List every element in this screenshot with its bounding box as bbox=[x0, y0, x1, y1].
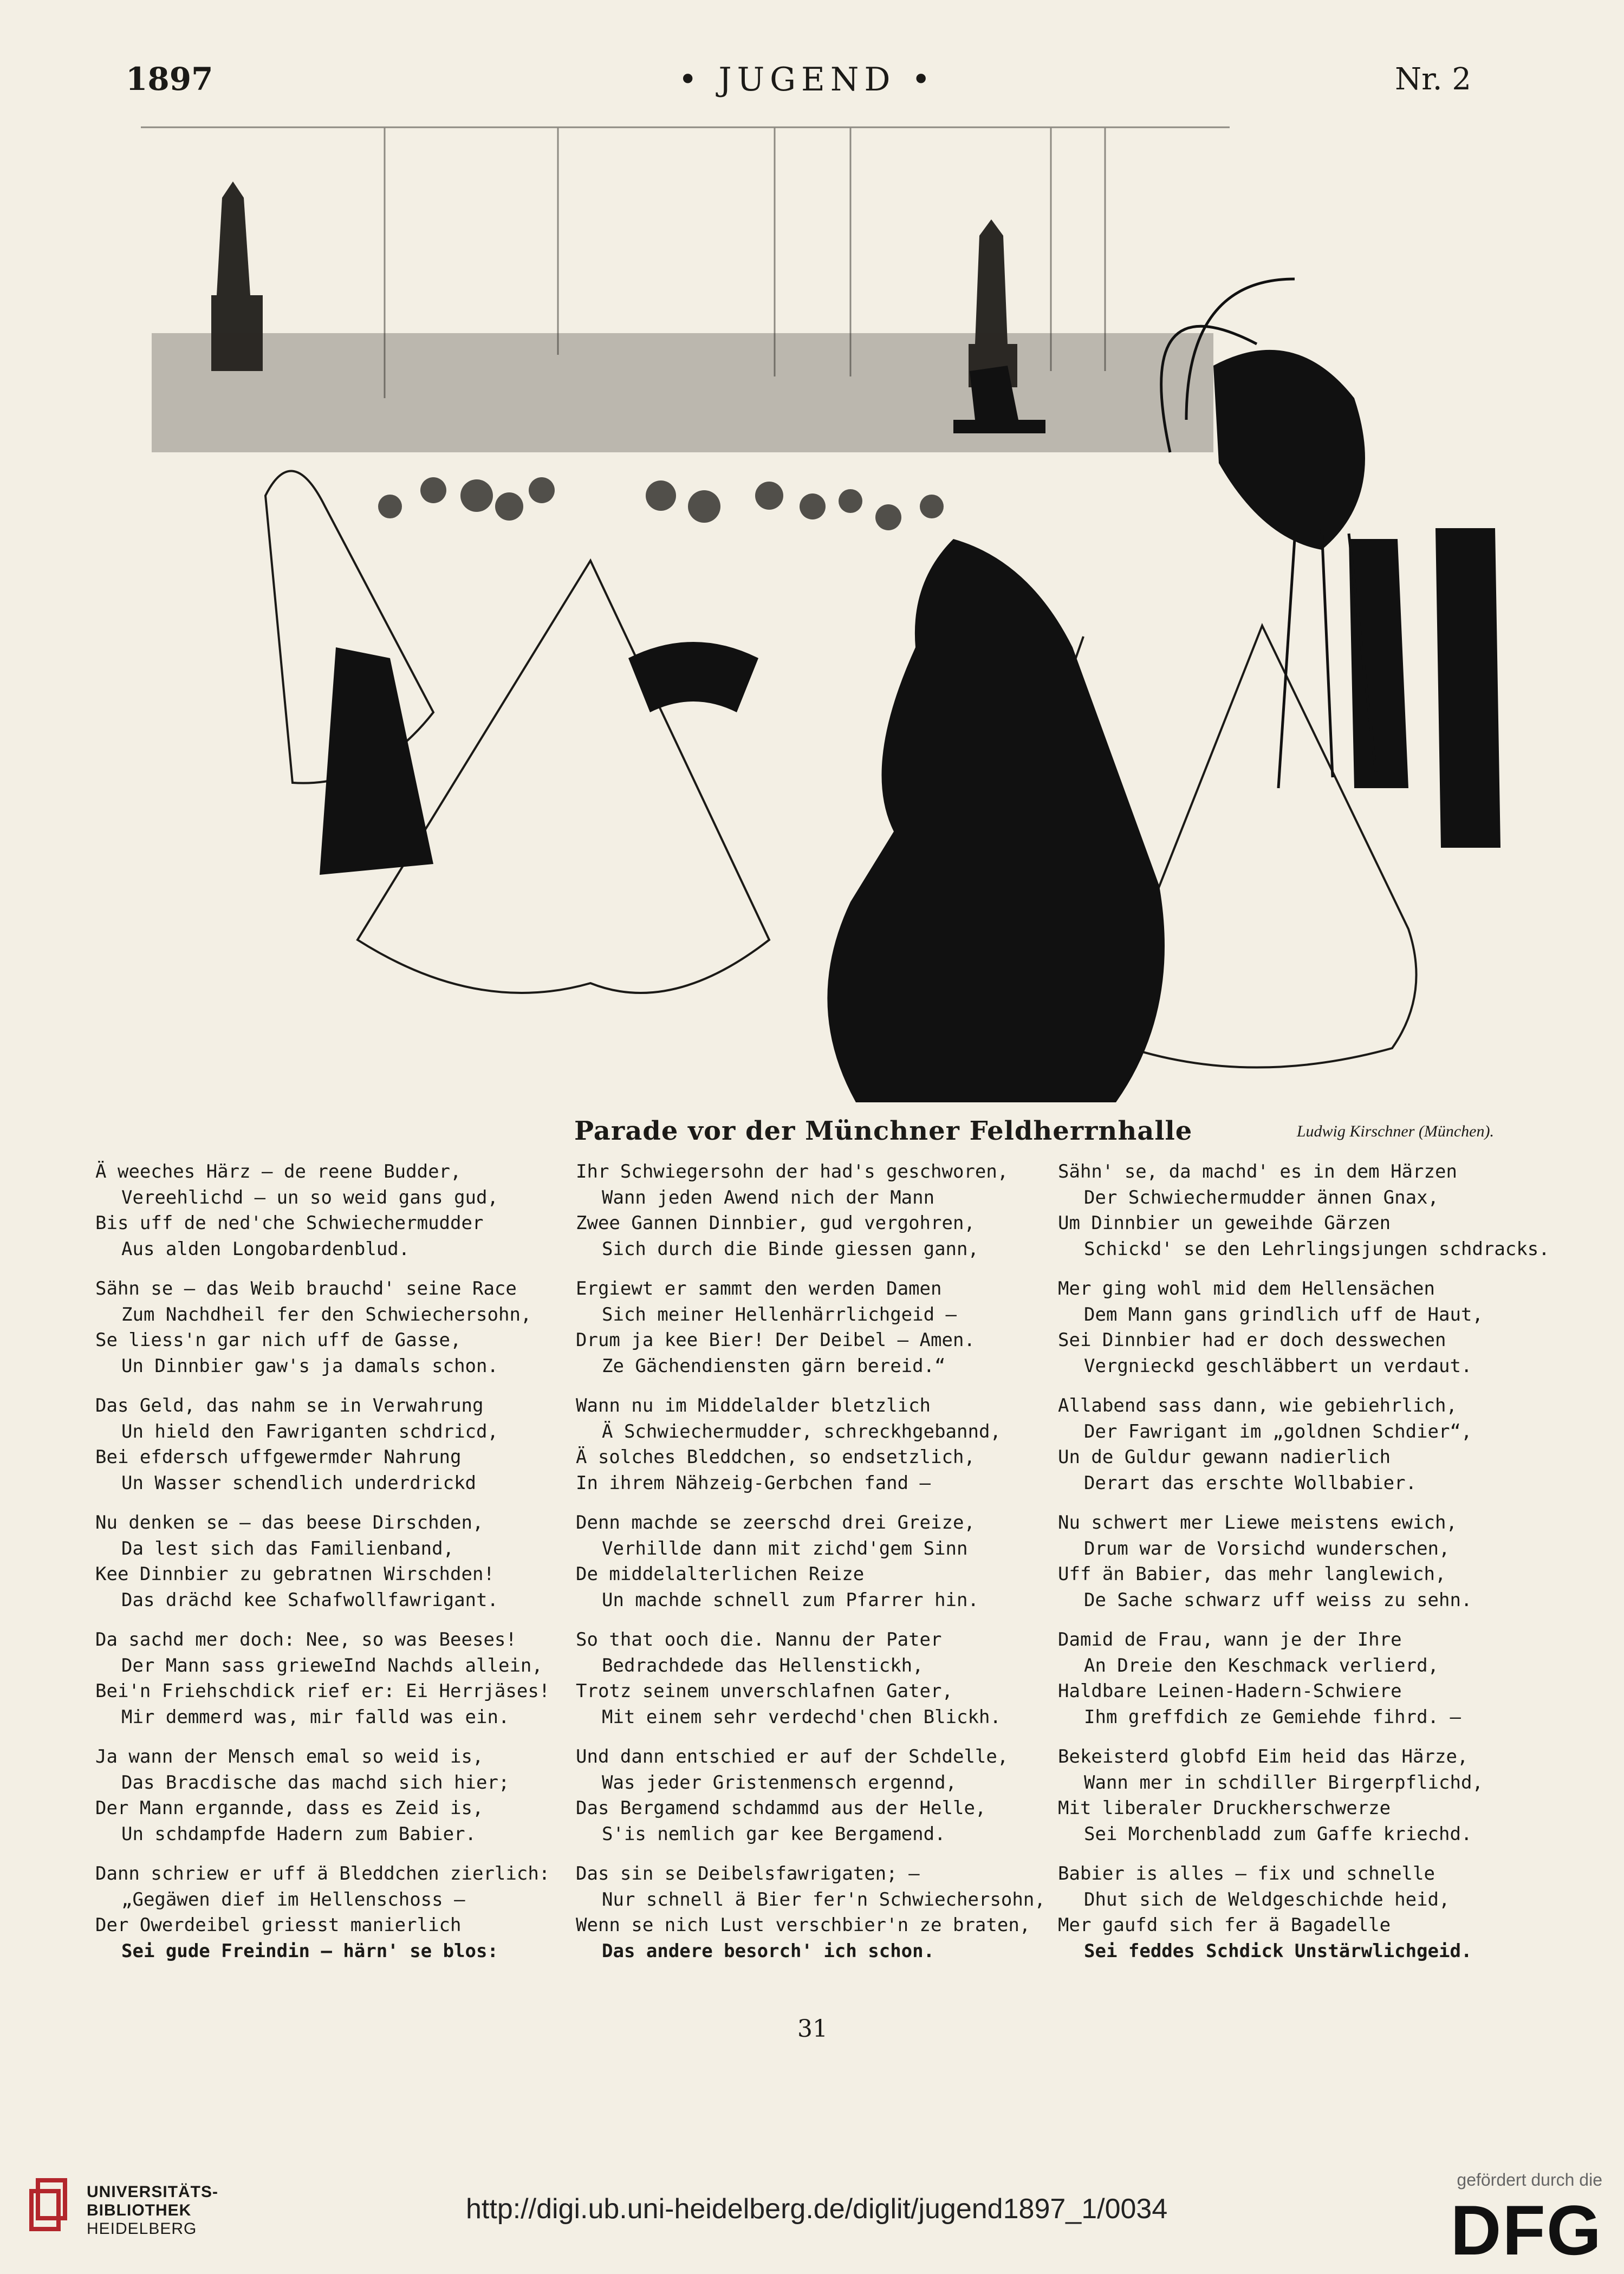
poem-line: Drum ja kee Bier! Der Deibel — Amen. bbox=[576, 1329, 975, 1351]
poem-line: Un Wasser schendlich underdrickd bbox=[121, 1472, 477, 1494]
stanza bbox=[1058, 1861, 1545, 1964]
stanza bbox=[1058, 1627, 1545, 1730]
stanza bbox=[576, 1276, 1063, 1379]
illustration-credit: Ludwig Kirschner (München). bbox=[1296, 1122, 1494, 1140]
poem-line: Dann schriew er uff ä Bleddchen zierlich: bbox=[95, 1863, 550, 1885]
poem-line: Das drächd kee Schafwollfawrigant. bbox=[121, 1589, 498, 1611]
poem-line: „Gegäwen dief im Hellenschoss — bbox=[121, 1888, 465, 1911]
poem-line: Sei Dinnbier had er doch desswechen bbox=[1058, 1329, 1446, 1351]
stanza bbox=[576, 1159, 1063, 1262]
poem-line: Ä solches Bleddchen, so endsetzlich, bbox=[576, 1446, 975, 1468]
stanza bbox=[95, 1627, 583, 1730]
poem-line: Da lest sich das Familienband, bbox=[121, 1537, 454, 1560]
poem-line: Sähn' se, da machd' es in dem Härzen bbox=[1058, 1161, 1457, 1183]
poem-line: An Dreie den Keschmack verlierd, bbox=[1084, 1654, 1439, 1677]
illustration-drawing bbox=[130, 116, 1506, 1110]
stanza bbox=[95, 1861, 583, 1964]
poem-line: Nur schnell ä Bier fer'n Schwiechersohn, bbox=[602, 1888, 1045, 1911]
stanza bbox=[95, 1393, 583, 1496]
stanza bbox=[1058, 1744, 1545, 1847]
poem-line: Ihm greffdich ze Gemiehde fihrd. — bbox=[1084, 1706, 1461, 1728]
stanza bbox=[95, 1159, 583, 1262]
poem-line: Sich meiner Hellenhärrlichgeid — bbox=[602, 1303, 957, 1326]
poem-line: Mit liberaler Druckherschwerze bbox=[1058, 1797, 1391, 1819]
poem-line: Mer gaufd sich fer ä Bagadelle bbox=[1058, 1914, 1391, 1936]
poem-line: Un de Guldur gewann nadierlich bbox=[1058, 1446, 1391, 1468]
stanza bbox=[1058, 1393, 1545, 1496]
stanza bbox=[95, 1744, 583, 1847]
poem-line: Das Bracdische das machd sich hier; bbox=[121, 1771, 510, 1794]
header-year: 1897 bbox=[126, 61, 213, 98]
poem-line: Un Dinnbier gaw's ja damals schon. bbox=[121, 1355, 498, 1377]
poem-line: Wann mer in schdiller Birgerpflichd, bbox=[1084, 1771, 1483, 1794]
illustration-caption: Parade vor der Münchner Feldherrnhalle bbox=[574, 1116, 1193, 1146]
poem-line: In ihrem Nähzeig-Gerbchen fand — bbox=[576, 1472, 931, 1494]
poem-line: Wann jeden Awend nich der Mann bbox=[602, 1186, 935, 1209]
source-url[interactable]: http://digi.ub.uni-heidelberg.de/diglit/jugend1897_1/0034 bbox=[466, 2193, 1168, 2225]
poem-line: Ergiewt er sammt den werden Damen bbox=[576, 1278, 942, 1300]
poem-line: Nu schwert mer Liewe meistens ewich, bbox=[1058, 1512, 1457, 1534]
poem-line: Se liess'n gar nich uff de Gasse, bbox=[95, 1329, 462, 1351]
stanza bbox=[1058, 1276, 1545, 1379]
poem-line: Uff än Babier, das mehr langlewich, bbox=[1058, 1563, 1446, 1585]
poem-line: Der Schwiechermudder ännen Gnax, bbox=[1084, 1186, 1439, 1209]
poem-line: Haldbare Leinen-Hadern-Schwiere bbox=[1058, 1680, 1402, 1702]
page-number: 31 bbox=[797, 2015, 828, 2043]
poem-column-3 bbox=[1058, 1159, 1550, 1978]
poem-line: Ze Gächendiensten gärn bereid.“ bbox=[602, 1355, 946, 1377]
poem-line: Drum war de Vorsichd wunderschen, bbox=[1084, 1537, 1450, 1560]
poem-line: Un machde schnell zum Pfarrer hin. bbox=[602, 1589, 979, 1611]
library-line-1: UNIVERSITÄTS- bbox=[87, 2183, 219, 2201]
poem-line: De Sache schwarz uff weiss zu sehn. bbox=[1084, 1589, 1472, 1611]
poem-line: Damid de Frau, wann je der Ihre bbox=[1058, 1629, 1402, 1651]
poem-line: Nu denken se — das beese Dirschden, bbox=[95, 1512, 484, 1534]
poem-line: Das sin se Deibelsfawrigaten; — bbox=[576, 1863, 920, 1885]
poem-line: Um Dinnbier un geweihde Gärzen bbox=[1058, 1212, 1391, 1234]
poem-line: Zwee Gannen Dinnbier, gud vergohren, bbox=[576, 1212, 975, 1234]
stanza bbox=[576, 1861, 1063, 1964]
stanza bbox=[95, 1276, 583, 1379]
poem-line: Mit einem sehr verdechd'chen Blickh. bbox=[602, 1706, 1001, 1728]
stanza bbox=[1058, 1510, 1545, 1613]
poem-line: Sei Morchenbladd zum Gaffe kriechd. bbox=[1084, 1823, 1472, 1845]
poem-line: Verhillde dann mit zichd'gem Sinn bbox=[602, 1537, 968, 1560]
poem-line: De middelalterlichen Reize bbox=[576, 1563, 865, 1585]
poem-line: Was jeder Gristenmensch ergennd, bbox=[602, 1771, 957, 1794]
poem-line: S'is nemlich gar kee Bergamend. bbox=[602, 1823, 946, 1845]
poem-column-2 bbox=[576, 1159, 1063, 1978]
poem-line: Schickd' se den Lehrlingsjungen schdracks. bbox=[1084, 1238, 1550, 1260]
poem-line: Mir demmerd was, mir falld was ein. bbox=[121, 1706, 510, 1728]
poem-line: Bekeisterd globfd Eim heid das Härze, bbox=[1058, 1746, 1469, 1768]
poem-line: Der Mann ergannde, dass es Zeid is, bbox=[95, 1797, 484, 1819]
poem-line: Un schdampfde Hadern zum Babier. bbox=[121, 1823, 477, 1845]
poem-line: So that ooch die. Nannu der Pater bbox=[576, 1629, 942, 1651]
illustration-ballroom-scene bbox=[130, 116, 1506, 1110]
stanza bbox=[576, 1744, 1063, 1847]
stanza bbox=[576, 1510, 1063, 1613]
library-line-3: HEIDELBERG bbox=[87, 2220, 197, 2238]
poem-line: Ä Schwiechermudder, schreckhgebannd, bbox=[602, 1420, 1001, 1443]
poem-line: Bei'n Friehschdick rief er: Ei Herrjäses! bbox=[95, 1680, 550, 1702]
poem-line: Bis uff de ned'che Schwiechermudder bbox=[95, 1212, 484, 1234]
poem-line: Sei gude Freindin — härn' se blos: bbox=[121, 1940, 498, 1962]
poem-line: Babier is alles — fix und schnelle bbox=[1058, 1863, 1435, 1885]
library-logo-icon bbox=[22, 2175, 79, 2237]
poem-line: Vergnieckd geschläbbert un verdaut. bbox=[1084, 1355, 1472, 1377]
stanza bbox=[576, 1627, 1063, 1730]
stanza bbox=[576, 1393, 1063, 1496]
poem-line: Zum Nachdheil fer den Schwiechersohn, bbox=[121, 1303, 532, 1326]
poem-line: Sähn se — das Weib brauchd' seine Race bbox=[95, 1278, 517, 1300]
poem-line: Das Bergamend schdammd aus der Helle, bbox=[576, 1797, 986, 1819]
poem-line: Ä weeches Härz — de reene Budder, bbox=[95, 1161, 462, 1183]
poem-line: Der Fawrigant im „goldnen Schdier“, bbox=[1084, 1420, 1472, 1443]
poem-line: Derart das erschte Wollbabier. bbox=[1084, 1472, 1417, 1494]
poem-line: Vereehlichd — un so weid gans gud, bbox=[121, 1186, 498, 1209]
poem-line: Bedrachdede das Hellenstickh, bbox=[602, 1654, 924, 1677]
poem-line: Das andere besorch' ich schon. bbox=[602, 1940, 935, 1962]
poem-line: Mer ging wohl mid dem Hellensächen bbox=[1058, 1278, 1435, 1300]
poem-line: Denn machde se zeerschd drei Greize, bbox=[576, 1512, 975, 1534]
poem-line: Ihr Schwiegersohn der had's geschworen, bbox=[576, 1161, 1009, 1183]
poem-line: Bei efdersch uffgewermder Nahrung bbox=[95, 1446, 462, 1468]
poem-line: Sich durch die Binde giessen gann, bbox=[602, 1238, 979, 1260]
header-issue: Nr. 2 bbox=[1395, 62, 1471, 97]
dfg-logo: DFG bbox=[1450, 2191, 1602, 2270]
poem-line: Der Mann sass grieweInd Nachds allein, bbox=[121, 1654, 543, 1677]
poem-column-1 bbox=[95, 1159, 583, 1978]
poem-line: Un hield den Fawriganten schdricd, bbox=[121, 1420, 498, 1443]
library-line-2: BIBLIOTHEK bbox=[87, 2201, 192, 2219]
header-title: • JUGEND • bbox=[678, 61, 936, 99]
poem-line: Kee Dinnbier zu gebratnen Wirschden! bbox=[95, 1563, 495, 1585]
poem-line: Der Owerdeibel griesst manierlich bbox=[95, 1914, 462, 1936]
stanza bbox=[1058, 1159, 1550, 1262]
poem-line: Da sachd mer doch: Nee, so was Beeses! bbox=[95, 1629, 517, 1651]
poem-line: Das Geld, das nahm se in Verwahrung bbox=[95, 1395, 484, 1417]
poem-line: Aus alden Longobardenblud. bbox=[121, 1238, 410, 1260]
library-logo-text bbox=[87, 2183, 218, 2238]
poem-line: Ja wann der Mensch emal so weid is, bbox=[95, 1746, 484, 1768]
poem-line: Dhut sich de Weldgeschichde heid, bbox=[1084, 1888, 1450, 1911]
poem-line: Allabend sass dann, wie gebiehrlich, bbox=[1058, 1395, 1457, 1417]
poem-line: Dem Mann gans grindlich uff de Haut, bbox=[1084, 1303, 1483, 1326]
poem-line: Trotz seinem unverschlafnen Gater, bbox=[576, 1680, 953, 1702]
poem-line: Und dann entschied er auf der Schdelle, bbox=[576, 1746, 1009, 1768]
poem-line: Sei feddes Schdick Unstärwlichgeid. bbox=[1084, 1940, 1472, 1962]
stanza bbox=[95, 1510, 583, 1613]
funded-by-label: gefördert durch die bbox=[1457, 2170, 1602, 2189]
poem-line: Wann nu im Middelalder bletzlich bbox=[576, 1395, 931, 1417]
poem-line: Wenn se nich Lust verschbier'n ze braten, bbox=[576, 1914, 1031, 1936]
